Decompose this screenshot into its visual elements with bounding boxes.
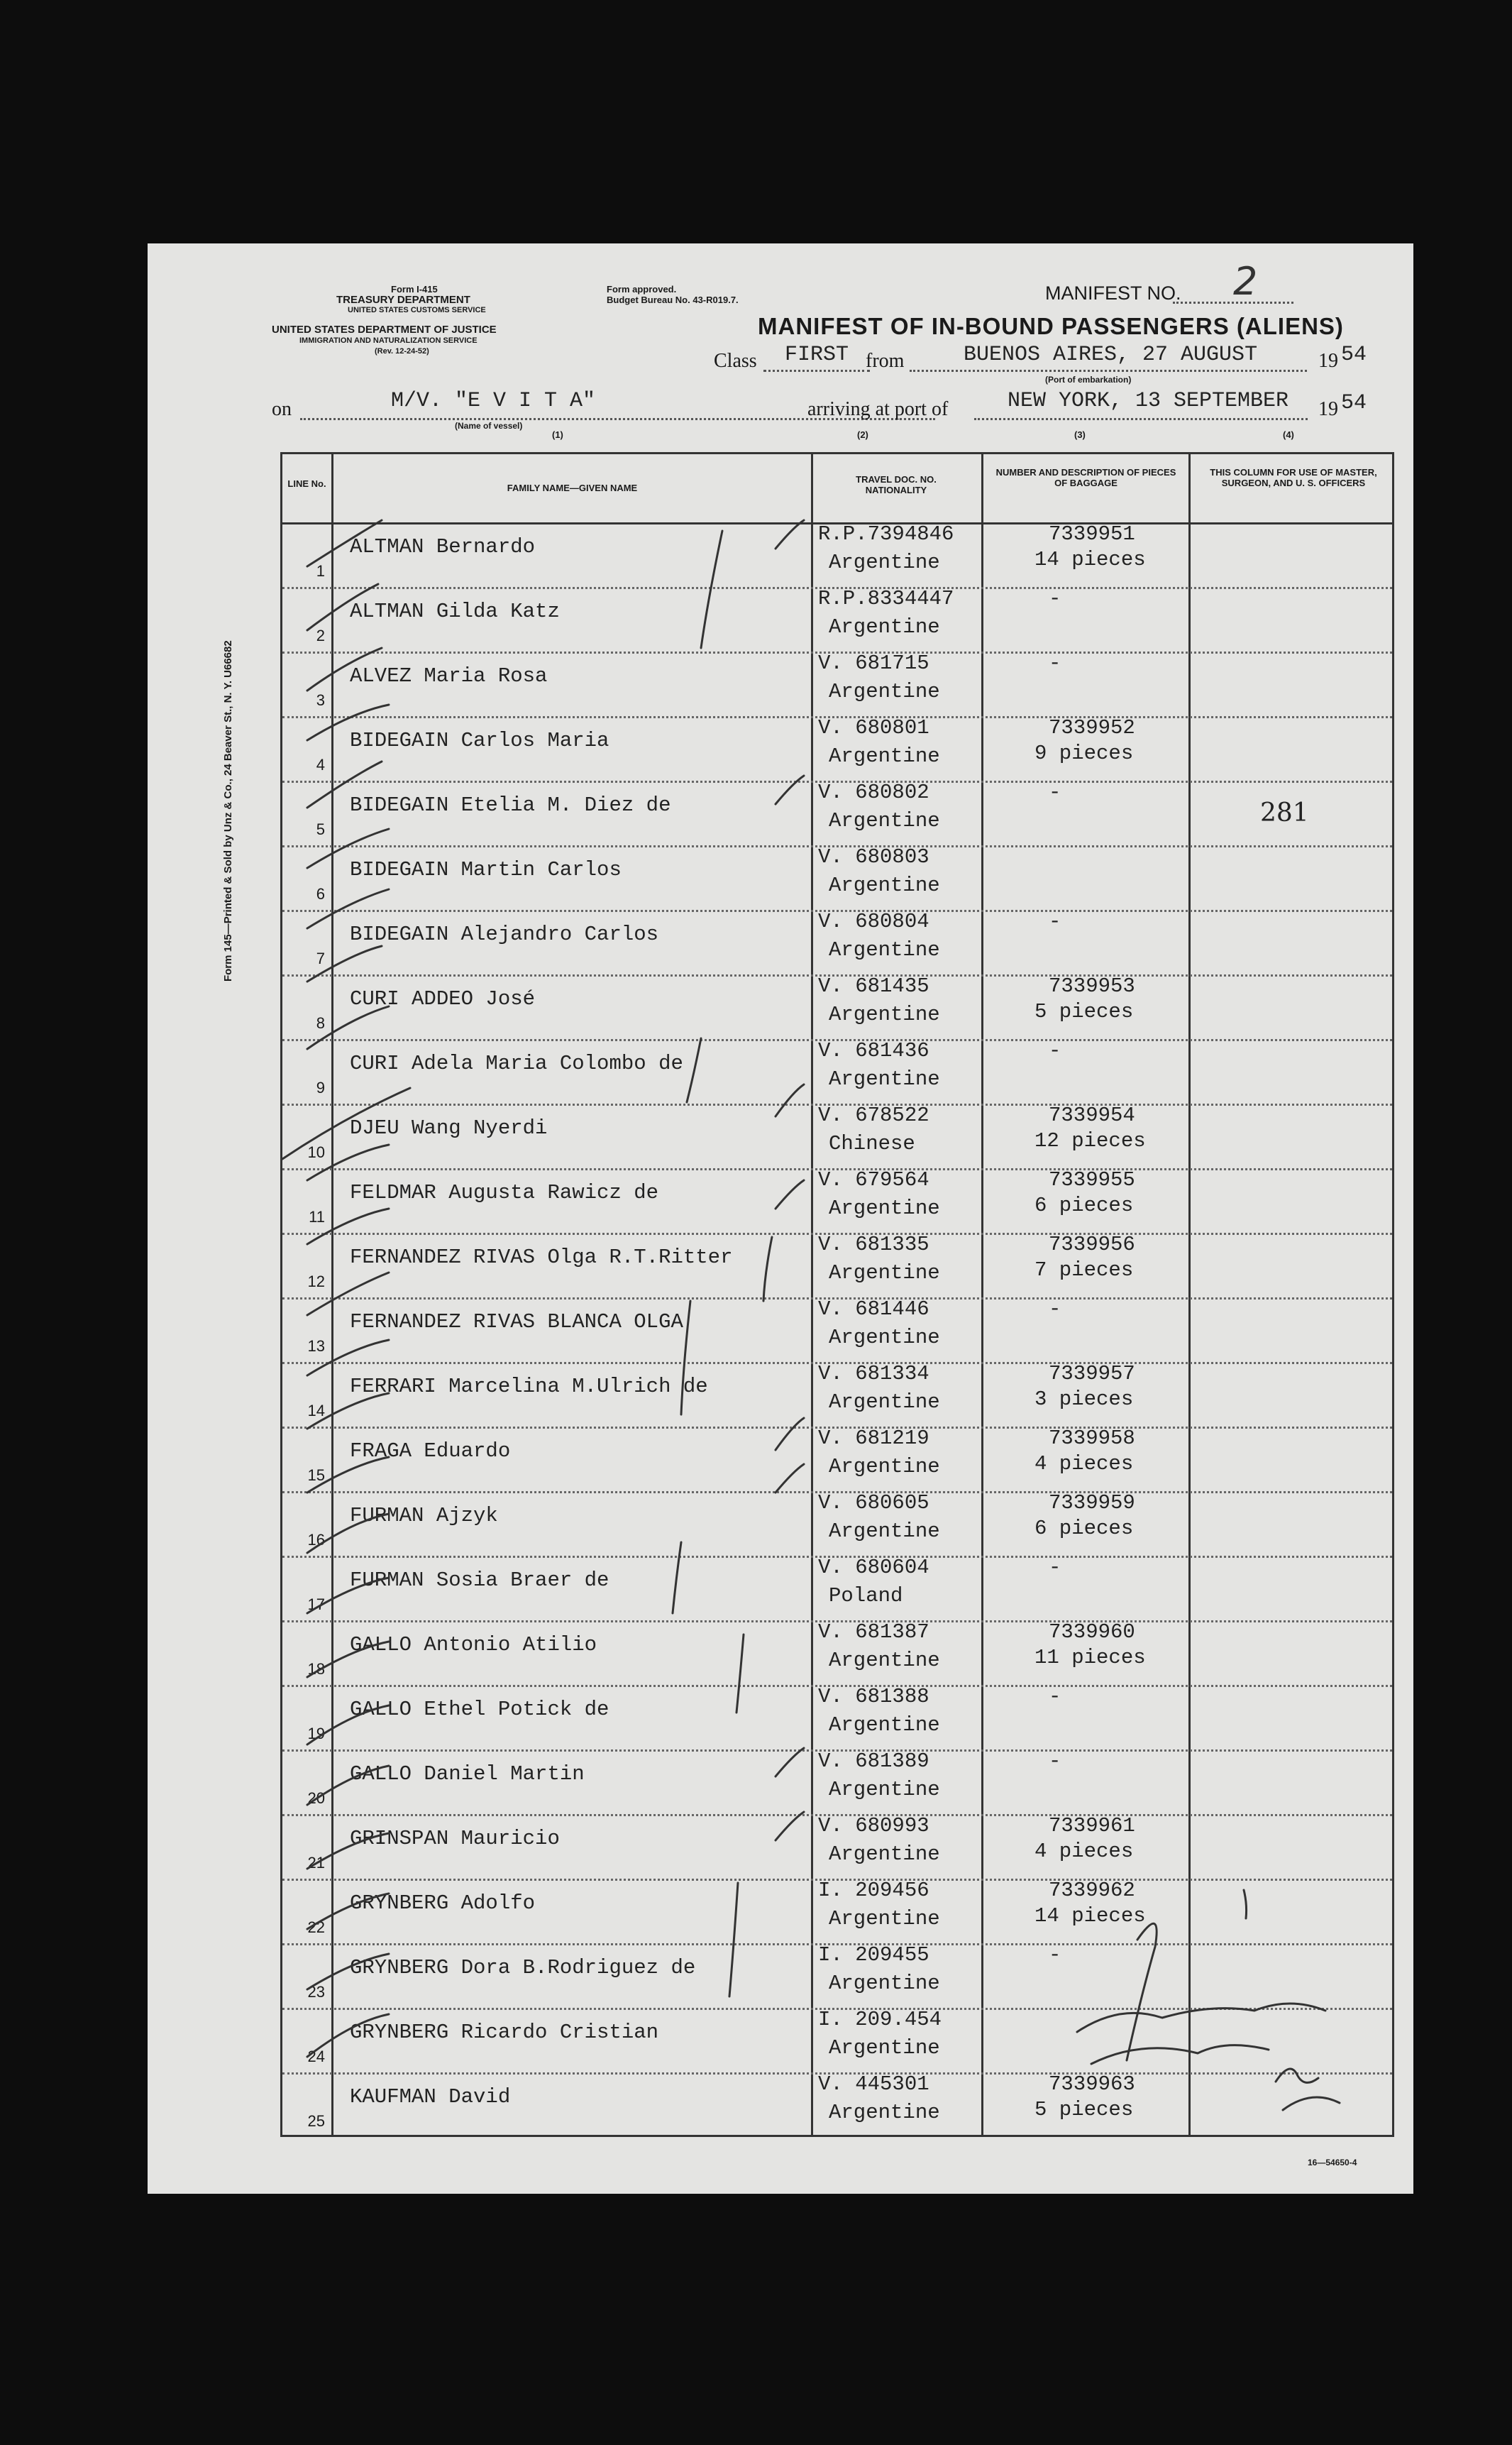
- passenger-name: BIDEGAIN Alejandro Carlos: [350, 923, 659, 946]
- baggage-pieces: 7 pieces: [1034, 1258, 1134, 1282]
- line-number: 22: [307, 1918, 325, 1936]
- travel-doc-no: I. 209456: [818, 1879, 929, 1902]
- passenger-name: BIDEGAIN Carlos Maria: [350, 729, 609, 752]
- handwritten-marks: [148, 243, 1413, 2194]
- line-number: 4: [316, 756, 325, 774]
- line-number: 12: [307, 1273, 325, 1290]
- nationality: Argentine: [829, 1067, 940, 1091]
- class-value: FIRST: [785, 343, 849, 367]
- baggage-pieces: 6 pieces: [1034, 1517, 1134, 1540]
- passenger-name: KAUFMAN David: [350, 2085, 511, 2109]
- travel-doc-no: V. 680803: [818, 845, 929, 869]
- nationality: Poland: [829, 1584, 903, 1608]
- column-number-2: (2): [857, 429, 868, 440]
- column-number-1: (1): [552, 429, 563, 440]
- vessel-value: M/V. "E V I T A": [391, 389, 596, 413]
- baggage-pieces: 3 pieces: [1034, 1388, 1134, 1411]
- travel-doc-no: V. 681389: [818, 1749, 929, 1773]
- baggage-pieces: 11 pieces: [1034, 1646, 1146, 1669]
- travel-doc-no: V. 681435: [818, 974, 929, 998]
- passenger-name: FERRARI Marcelina M.Ulrich de: [350, 1375, 708, 1398]
- line-number: 16: [307, 1531, 325, 1549]
- baggage-pieces: 14 pieces: [1034, 548, 1146, 571]
- passenger-name: GRINSPAN Mauricio: [350, 1827, 560, 1850]
- nationality: Argentine: [829, 1842, 940, 1866]
- nationality: Argentine: [829, 1972, 940, 1995]
- nationality: Argentine: [829, 2101, 940, 2124]
- baggage-tag: -: [1049, 1749, 1061, 1773]
- arrival-value: NEW YORK, 13 SEPTEMBER: [1008, 389, 1289, 413]
- baggage-tag: -: [1049, 910, 1061, 933]
- baggage-tag: 7339954: [1049, 1104, 1135, 1127]
- travel-doc-no: V. 678522: [818, 1104, 929, 1127]
- travel-doc-no: V. 681387: [818, 1620, 929, 1644]
- year-prefix-1: 19: [1318, 350, 1338, 372]
- line-number: 20: [307, 1789, 325, 1807]
- embark-caption: (Port of embarkation): [1045, 375, 1132, 385]
- nationality: Argentine: [829, 1390, 940, 1414]
- baggage-pieces: 4 pieces: [1034, 1452, 1134, 1476]
- passenger-name: ALTMAN Bernardo: [350, 535, 536, 559]
- line-number: 15: [307, 1466, 325, 1484]
- baggage-tag: 7339961: [1049, 1814, 1135, 1837]
- year-suffix-1: 54: [1341, 343, 1367, 367]
- passenger-name: ALVEZ Maria Rosa: [350, 664, 548, 688]
- line-number: 25: [307, 2112, 325, 2130]
- nationality: Argentine: [829, 1713, 940, 1737]
- passenger-name: GRYNBERG Dora B.Rodriguez de: [350, 1956, 696, 1979]
- line-number: 9: [316, 1079, 325, 1097]
- passenger-name: GRYNBERG Adolfo: [350, 1891, 536, 1915]
- class-label: Class: [714, 350, 757, 372]
- travel-doc-no: V. 681334: [818, 1362, 929, 1385]
- line-number: 18: [307, 1660, 325, 1678]
- passenger-name: GRYNBERG Ricardo Cristian: [350, 2021, 659, 2044]
- line-number: 23: [307, 1983, 325, 2001]
- passenger-name: CURI ADDEO José: [350, 987, 536, 1011]
- baggage-tag: 7339952: [1049, 716, 1135, 740]
- form-number: Form I-415: [391, 284, 438, 295]
- line-number: 3: [316, 691, 325, 709]
- vessel-caption: (Name of vessel): [455, 421, 523, 431]
- nationality: Argentine: [829, 1003, 940, 1026]
- immigration-service: IMMIGRATION AND NATURALIZATION SERVICE: [299, 336, 478, 345]
- travel-doc-no: V. 681219: [818, 1427, 929, 1450]
- passenger-name: FRAGA Eduardo: [350, 1439, 511, 1463]
- baggage-pieces: 5 pieces: [1034, 2098, 1134, 2121]
- passenger-name: ALTMAN Gilda Katz: [350, 600, 560, 623]
- baggage-tag: -: [1049, 1556, 1061, 1579]
- manifest-title: MANIFEST OF IN-BOUND PASSENGERS (ALIENS): [758, 313, 1344, 339]
- baggage-tag: 7339962: [1049, 1879, 1135, 1902]
- travel-doc-no: V. 680605: [818, 1491, 929, 1515]
- baggage-tag: 7339951: [1049, 522, 1135, 546]
- year-prefix-2: 19: [1318, 398, 1338, 420]
- nationality: Argentine: [829, 1520, 940, 1543]
- baggage-pieces: 6 pieces: [1034, 1194, 1134, 1217]
- nationality: Argentine: [829, 874, 940, 897]
- on-label: on: [272, 398, 292, 420]
- baggage-tag: -: [1049, 1685, 1061, 1708]
- nationality: Argentine: [829, 938, 940, 962]
- travel-doc-no: V. 680804: [818, 910, 929, 933]
- nationality: Argentine: [829, 745, 940, 768]
- manifest-no-value: 2: [1233, 259, 1258, 304]
- line-number: 7: [316, 950, 325, 967]
- nationality: Chinese: [829, 1132, 915, 1155]
- column-number-4: (4): [1283, 429, 1294, 440]
- baggage-pieces: 14 pieces: [1034, 1904, 1146, 1928]
- line-number: 21: [307, 1854, 325, 1872]
- line-number: 19: [307, 1725, 325, 1742]
- passenger-name: FELDMAR Augusta Rawicz de: [350, 1181, 659, 1204]
- passenger-name: BIDEGAIN Martin Carlos: [350, 858, 622, 881]
- baggage-tag: 7339953: [1049, 974, 1135, 998]
- baggage-tag: -: [1049, 1297, 1061, 1321]
- travel-doc-no: V. 680604: [818, 1556, 929, 1579]
- form-revision: (Rev. 12-24-52): [375, 347, 429, 356]
- arriving-label: arriving at port of: [807, 398, 949, 420]
- customs-service: UNITED STATES CUSTOMS SERVICE: [348, 306, 486, 314]
- line-number: 1: [316, 562, 325, 580]
- nationality: Argentine: [829, 1649, 940, 1672]
- passenger-name: CURI Adela Maria Colombo de: [350, 1052, 683, 1075]
- baggage-tag: 7339955: [1049, 1168, 1135, 1192]
- travel-doc-no: I. 209.454: [818, 2008, 942, 2031]
- embarkation-value: BUENOS AIRES, 27 AUGUST: [964, 343, 1258, 367]
- travel-doc-no: V. 681715: [818, 652, 929, 675]
- passenger-name: FURMAN Ajzyk: [350, 1504, 498, 1527]
- travel-doc-no: V. 681446: [818, 1297, 929, 1321]
- passenger-name: BIDEGAIN Etelia M. Diez de: [350, 793, 671, 817]
- line-number: 13: [307, 1337, 325, 1355]
- line-number: 5: [316, 820, 325, 838]
- baggage-tag: -: [1049, 587, 1061, 610]
- header-name: FAMILY NAME—GIVEN NAME: [507, 483, 638, 493]
- passenger-name: GALLO Ethel Potick de: [350, 1698, 609, 1721]
- travel-doc-no: V. 680802: [818, 781, 929, 804]
- baggage-pieces: 4 pieces: [1034, 1840, 1134, 1863]
- baggage-tag: 7339957: [1049, 1362, 1135, 1385]
- travel-doc-no: R.P.7394846: [818, 522, 954, 546]
- nationality: Argentine: [829, 1197, 940, 1220]
- header-travel-doc: TRAVEL DOC. NO. NATIONALITY: [856, 474, 937, 495]
- travel-doc-no: V. 681335: [818, 1233, 929, 1256]
- nationality: Argentine: [829, 1261, 940, 1285]
- header-line-no: LINE No.: [287, 478, 326, 489]
- budget-bureau: Budget Bureau No. 43-R019.7.: [607, 295, 739, 305]
- nationality: Argentine: [829, 1907, 940, 1930]
- column-number-3: (3): [1074, 429, 1086, 440]
- baggage-tag: -: [1049, 1039, 1061, 1062]
- passenger-name: FERNANDEZ RIVAS BLANCA OLGA: [350, 1310, 683, 1334]
- justice-dept: UNITED STATES DEPARTMENT OF JUSTICE: [272, 324, 497, 336]
- line-number: 24: [307, 2048, 325, 2065]
- baggage-tag: -: [1049, 652, 1061, 675]
- form-approved: Form approved.: [607, 284, 677, 295]
- line-number: 14: [307, 1402, 325, 1419]
- nationality: Argentine: [829, 2036, 940, 2060]
- baggage-pieces: 5 pieces: [1034, 1000, 1134, 1023]
- travel-doc-no: V. 679564: [818, 1168, 929, 1192]
- passenger-name: DJEU Wang Nyerdi: [350, 1116, 548, 1140]
- year-suffix-2: 54: [1341, 391, 1367, 415]
- nationality: Argentine: [829, 1778, 940, 1801]
- line-number: 17: [307, 1595, 325, 1613]
- nationality: Argentine: [829, 615, 940, 639]
- nationality: Argentine: [829, 680, 940, 703]
- passenger-name: FERNANDEZ RIVAS Olga R.T.Ritter: [350, 1246, 733, 1269]
- line-number: 2: [316, 627, 325, 644]
- travel-doc-no: V. 681436: [818, 1039, 929, 1062]
- line-number: 6: [316, 885, 325, 903]
- printer-imprint: Form 145—Printed & Sold by Unz & Co., 24 Beaver St., N. Y. U66682: [222, 640, 234, 982]
- line-number: 10: [307, 1143, 325, 1161]
- baggage-pieces: 9 pieces: [1034, 742, 1134, 765]
- line-number: 11: [309, 1208, 325, 1226]
- nationality: Argentine: [829, 1455, 940, 1478]
- baggage-tag: 7339958: [1049, 1427, 1135, 1450]
- travel-doc-no: R.P.8334447: [818, 587, 954, 610]
- passenger-name: GALLO Daniel Martin: [350, 1762, 585, 1786]
- footer-code: 16—54650-4: [1308, 2158, 1357, 2167]
- baggage-tag: -: [1049, 781, 1061, 804]
- line-number: 8: [316, 1014, 325, 1032]
- travel-doc-no: I. 209455: [818, 1943, 929, 1967]
- travel-doc-no: V. 681388: [818, 1685, 929, 1708]
- officer-note: 281: [1260, 798, 1309, 828]
- manifest-no-label: MANIFEST NO.: [1045, 282, 1181, 304]
- travel-doc-no: V. 445301: [818, 2072, 929, 2096]
- baggage-tag: 7339960: [1049, 1620, 1135, 1644]
- passenger-name: FURMAN Sosia Braer de: [350, 1568, 609, 1592]
- nationality: Argentine: [829, 551, 940, 574]
- passenger-name: GALLO Antonio Atilio: [350, 1633, 597, 1656]
- baggage-tag: 7339963: [1049, 2072, 1135, 2096]
- nationality: Argentine: [829, 809, 940, 833]
- header-officers: THIS COLUMN FOR USE OF MASTER, SURGEON, AND U. S. OFFICERS: [1210, 467, 1377, 488]
- header-baggage: NUMBER AND DESCRIPTION OF PIECES OF BAGGAGE: [995, 467, 1176, 488]
- baggage-tag: -: [1049, 1943, 1061, 1967]
- baggage-tag: 7339956: [1049, 1233, 1135, 1256]
- treasury-dept: TREASURY DEPARTMENT: [336, 294, 470, 306]
- baggage-pieces: 12 pieces: [1034, 1129, 1146, 1153]
- manifest-page: [148, 243, 1413, 2194]
- travel-doc-no: V. 680801: [818, 716, 929, 740]
- baggage-tag: 7339959: [1049, 1491, 1135, 1515]
- from-label: from: [866, 350, 905, 372]
- travel-doc-no: V. 680993: [818, 1814, 929, 1837]
- nationality: Argentine: [829, 1326, 940, 1349]
